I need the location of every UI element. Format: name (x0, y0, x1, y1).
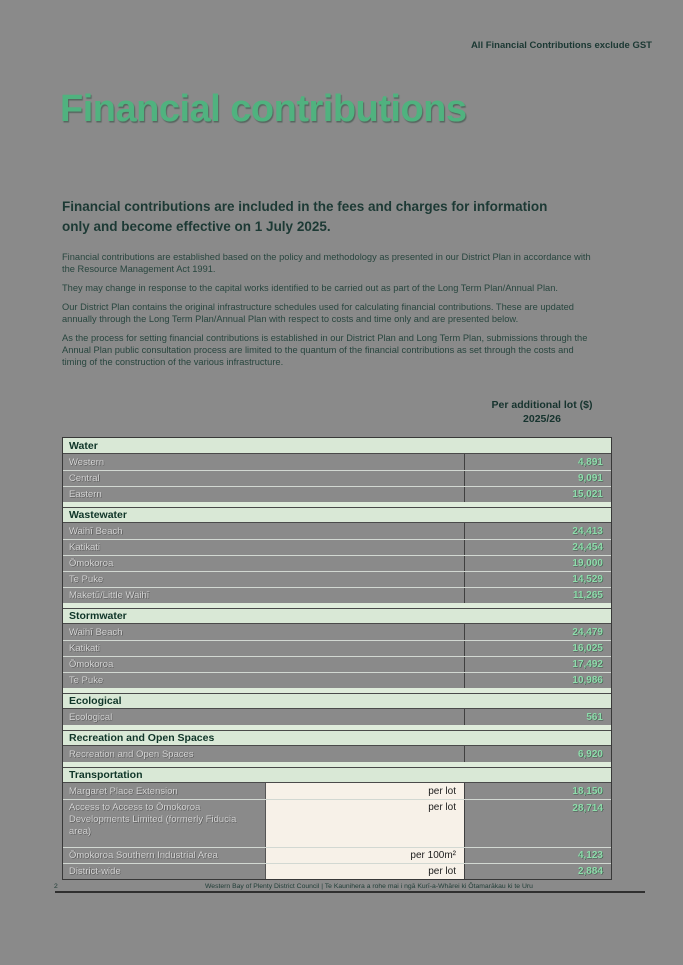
column-header-line1: Per additional lot ($) (491, 399, 593, 411)
row-value: 19,000 (464, 556, 611, 571)
gst-exclusion-note: All Financial Contributions exclude GST (470, 40, 652, 51)
table-row-wastewater-maketu (63, 587, 611, 603)
footer-council-text: Western Bay of Plenty District Council | Te Kaunihera a rohe mai i ngā Kurī-a-Whārei ki Ōtamarākau ki te Uru (205, 883, 533, 890)
table-row-water-central (63, 470, 611, 486)
section-header-stormwater: Stormwater (63, 608, 611, 624)
table-row-transport-margaret-place (63, 783, 611, 799)
row-label: Katikati (69, 542, 101, 553)
row-label: Waihī Beach (69, 525, 123, 537)
section-header-water: Water (63, 438, 611, 454)
row-value: 15,021 (464, 487, 611, 502)
table-row-wastewater-te-puke (63, 571, 611, 587)
table-row-transport-omokoroa-developments (63, 799, 611, 847)
row-label: Ecological (69, 711, 113, 723)
row-unit: per lot (265, 800, 465, 847)
footer-page-number: 2 (54, 883, 58, 890)
row-label: Margaret Place Extension (69, 785, 178, 797)
row-value: 24,413 (464, 523, 611, 539)
footer-rule (55, 891, 645, 893)
table-row-stormwater-katikati (63, 640, 611, 656)
row-label: Western (69, 456, 105, 468)
table-column-header (457, 399, 627, 426)
row-label: Ōmokoroa (69, 659, 114, 670)
table-row-ecological (63, 709, 611, 725)
row-label: Katikati (69, 643, 101, 654)
row-value: 4,891 (464, 454, 611, 470)
table-row-water-eastern (63, 486, 611, 502)
table-row-stormwater-te-puke (63, 672, 611, 688)
financial-contributions-table (62, 437, 612, 880)
row-unit: per lot (265, 864, 465, 879)
paragraph-schedules: Our District Plan contains the original infrastructure schedules used for calculating financial contributions. These are updated annually through the Long Term Plan/Annual Plan with respect to costs and time only and are presented below. (62, 301, 574, 325)
row-value: 10,986 (464, 673, 611, 688)
table-row-wastewater-omokoroa (63, 555, 611, 571)
row-value: 6,920 (464, 746, 611, 762)
section-header-ecological: Ecological (63, 693, 611, 709)
row-value: 24,479 (464, 624, 611, 640)
column-header-line2: 2025/26 (523, 412, 561, 425)
table-row-water-western (63, 454, 611, 470)
row-label: Waihī Beach (69, 626, 123, 638)
row-label: Central (69, 473, 100, 484)
row-label: Ōmokoroa (69, 558, 114, 569)
section-header-wastewater: Wastewater (63, 507, 611, 523)
row-value: 561 (464, 709, 611, 725)
row-value: 2,884 (577, 866, 603, 877)
section-header-transportation: Transportation (63, 767, 611, 783)
paragraph-change: They may change in response to the capital works identified to be carried out as part of the Long Term Plan/Annual Plan. (62, 283, 558, 294)
intro-statement: Financial contributions are included in the fees and charges for information only and become effective on 1 July 2025. (62, 199, 548, 234)
row-label: Eastern (69, 489, 102, 500)
row-label: Te Puke (69, 675, 104, 686)
table-row-transport-district-wide (63, 863, 611, 879)
row-label: Access to Access to Ōmokoroa Developments Limited (formerly Fiducia area) (69, 802, 237, 837)
row-value: 11,265 (464, 588, 611, 603)
row-value: 18,150 (572, 785, 603, 797)
row-label: District-wide (69, 866, 121, 877)
row-value: 9,091 (464, 471, 611, 486)
row-unit: per lot (265, 783, 465, 799)
row-value: 4,123 (577, 850, 603, 861)
body-paragraphs (62, 251, 599, 375)
table-row-wastewater-katikati (63, 539, 611, 555)
row-label: Ōmokoroa Southern Industrial Area (69, 850, 218, 861)
table-row-stormwater-waihi-beach (63, 624, 611, 640)
table-row-stormwater-omokoroa (63, 656, 611, 672)
row-value: 14,529 (464, 572, 611, 587)
section-header-recreation: Recreation and Open Spaces (63, 730, 611, 746)
row-label: Maketū/Little Waihī (69, 590, 150, 601)
page-title: Financial contributions (60, 88, 467, 130)
row-value: 16,025 (464, 641, 611, 656)
table-row-wastewater-waihi-beach (63, 523, 611, 539)
paragraph-policy: Financial contributions are established based on the policy and methodology as presented in our District Plan in accordance with the Resource Management Act 1991. (62, 252, 591, 275)
table-row-recreation (63, 746, 611, 762)
row-label: Te Puke (69, 574, 104, 585)
paragraph-process: As the process for setting financial contributions is established in our District Plan and Long Term Plan, submissions through the Annual Plan public consultation process are limited to the quantum of the financial contributions as set through the costs and timing of the construction of the various infrastructure. (62, 332, 588, 368)
row-unit: per 100m² (265, 848, 465, 863)
row-value: 24,454 (464, 540, 611, 555)
table-row-transport-southern-industrial (63, 847, 611, 863)
row-value: 28,714 (572, 803, 603, 814)
row-label: Recreation and Open Spaces (69, 748, 194, 760)
row-value: 17,492 (464, 657, 611, 672)
